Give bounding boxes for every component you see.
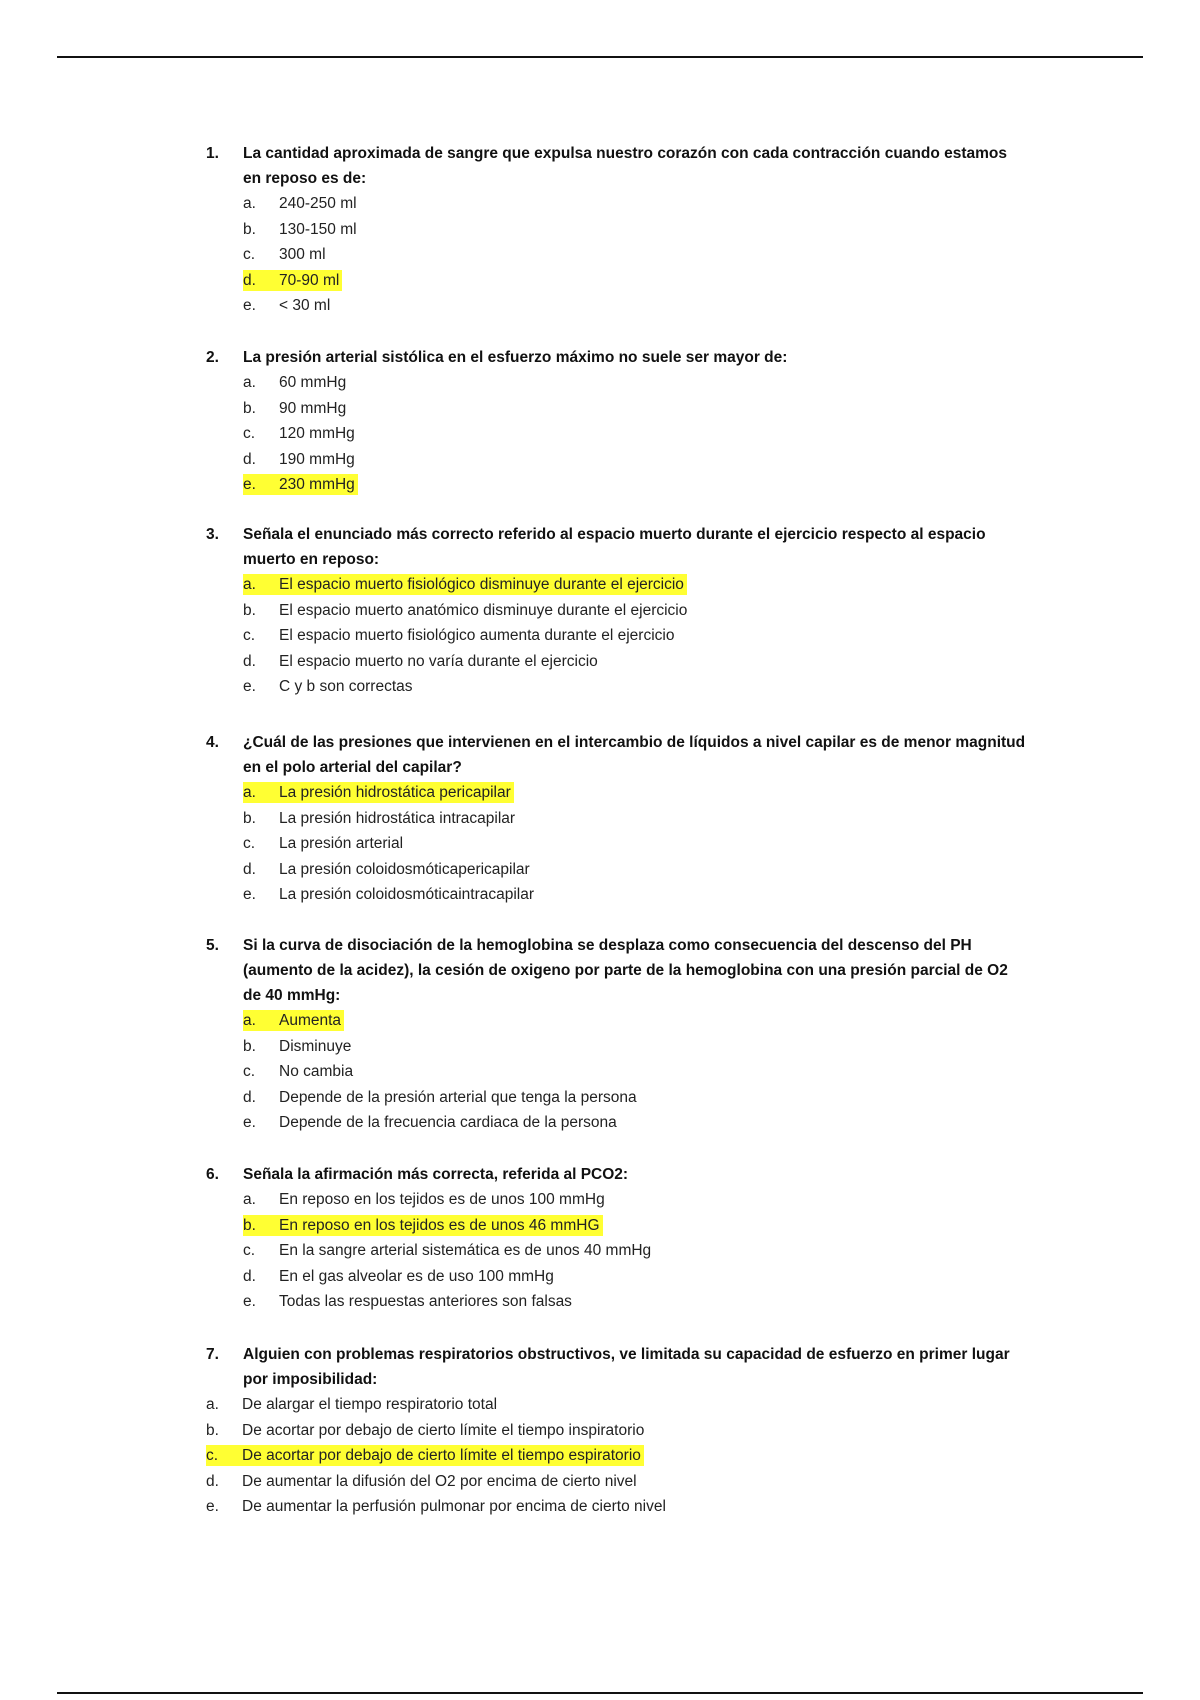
option-letter: d. [243, 450, 256, 468]
question-2 [206, 345, 1026, 498]
option-letter: a. [243, 1191, 256, 1208]
option-letter: d. [243, 1267, 256, 1285]
option-letter: c. [243, 835, 256, 852]
option-text: En la sangre arterial sistemática es de unos 40 mmHg [279, 1242, 652, 1259]
option-letter: a. [243, 576, 256, 593]
option-text: Depende de la presión arterial que tenga la persona [279, 1088, 637, 1106]
option-letter: a. [243, 374, 256, 391]
option-letter: d. [243, 860, 256, 878]
option-a[interactable] [206, 370, 1026, 396]
question-5 [206, 933, 1026, 1136]
question-6 [206, 1162, 1026, 1315]
option-letter: a. [206, 1396, 219, 1413]
option-letter: b. [243, 1216, 256, 1234]
option-letter: c. [243, 1063, 256, 1080]
option-list [206, 370, 1026, 498]
question-number: 4. [206, 734, 219, 751]
option-text: No cambia [279, 1063, 354, 1080]
option-list [206, 191, 1026, 319]
option-b[interactable] [206, 217, 1026, 243]
option-text: Depende de la frecuencia cardiaca de la persona [279, 1114, 617, 1131]
option-list [206, 1187, 1026, 1315]
question-number: 5. [206, 937, 219, 954]
option-text: El espacio muerto fisiológico disminuye durante el ejercicio [279, 576, 684, 593]
option-d[interactable] [206, 1469, 1026, 1495]
option-text: La presión coloidosmóticapericapilar [279, 860, 530, 878]
option-b[interactable] [206, 1418, 1026, 1444]
option-letter: a. [243, 784, 256, 801]
option-letter: e. [243, 297, 256, 314]
question-text: Señala el enunciado más correcto referido al espacio muerto durante el ejercicio respecto al espacio muerto en reposo: [243, 526, 986, 568]
question-number: 1. [206, 145, 219, 162]
option-letter: b. [243, 220, 256, 238]
option-text: La presión arterial [279, 835, 404, 852]
option-text: La presión hidrostática pericapilar [279, 784, 511, 801]
option-a[interactable] [206, 572, 1026, 598]
option-text: 300 ml [279, 246, 326, 263]
option-text: En el gas alveolar es de uso 100 mmHg [279, 1267, 554, 1285]
option-letter: b. [206, 1421, 219, 1439]
option-c[interactable] [206, 831, 1026, 857]
option-letter: e. [243, 476, 256, 493]
question-stem [206, 141, 1026, 191]
option-list [206, 1392, 1026, 1520]
option-b[interactable] [206, 396, 1026, 422]
option-d[interactable] [206, 857, 1026, 883]
option-e[interactable] [206, 882, 1026, 908]
option-letter: d. [243, 652, 256, 670]
option-text: La presión coloidosmóticaintracapilar [279, 886, 535, 903]
option-e[interactable] [206, 1494, 1026, 1520]
option-letter: c. [206, 1447, 219, 1464]
question-stem [206, 522, 1026, 572]
option-text: 90 mmHg [279, 399, 347, 417]
option-c[interactable] [206, 242, 1026, 268]
option-letter: b. [243, 399, 256, 417]
option-letter: a. [243, 1012, 256, 1029]
question-1 [206, 141, 1026, 319]
option-text: 130-150 ml [279, 220, 357, 238]
option-text: Disminuye [279, 1037, 352, 1055]
option-b[interactable] [206, 598, 1026, 624]
option-d[interactable] [206, 447, 1026, 473]
option-list [206, 572, 1026, 700]
question-number: 7. [206, 1346, 219, 1363]
option-letter: e. [243, 1293, 256, 1310]
option-text: 120 mmHg [279, 425, 355, 442]
option-a[interactable] [206, 1008, 1026, 1034]
option-letter: d. [243, 1088, 256, 1106]
option-c[interactable] [206, 1059, 1026, 1085]
option-letter: c. [243, 1242, 256, 1259]
option-letter: e. [206, 1498, 219, 1515]
question-text: La cantidad aproximada de sangre que expulsa nuestro corazón con cada contracción cuando estamos en reposo es de: [243, 145, 1008, 187]
option-b[interactable] [206, 1034, 1026, 1060]
option-text: En reposo en los tejidos es de unos 46 mmHG [279, 1216, 600, 1234]
option-d[interactable] [206, 1264, 1026, 1290]
option-text: El espacio muerto anatómico disminuye durante el ejercicio [279, 601, 688, 619]
option-a[interactable] [206, 780, 1026, 806]
option-letter: e. [243, 678, 256, 695]
question-stem [206, 1342, 1026, 1392]
option-text: 190 mmHg [279, 450, 355, 468]
question-text: La presión arterial sistólica en el esfuerzo máximo no suele ser mayor de: [243, 349, 788, 366]
option-b[interactable] [206, 1213, 1026, 1239]
option-a[interactable] [206, 1187, 1026, 1213]
option-text: De alargar el tiempo respiratorio total [242, 1396, 498, 1413]
option-text: Aumenta [279, 1012, 342, 1029]
question-7 [206, 1342, 1026, 1520]
option-e[interactable] [206, 472, 1026, 498]
option-letter: c. [243, 627, 256, 644]
option-e[interactable] [206, 293, 1026, 319]
option-letter: b. [243, 809, 256, 827]
option-letter: c. [243, 425, 256, 442]
option-text: De aumentar la difusión del O2 por encima de cierto nivel [242, 1472, 637, 1490]
option-letter: c. [243, 246, 256, 263]
option-list [206, 780, 1026, 908]
option-text: C y b son correctas [279, 678, 413, 695]
option-e[interactable] [206, 674, 1026, 700]
option-c[interactable] [206, 1443, 1026, 1469]
question-4 [206, 730, 1026, 908]
option-text: La presión hidrostática intracapilar [279, 809, 516, 827]
question-3 [206, 522, 1026, 700]
question-text: Señala la afirmación más correcta, referida al PCO2: [243, 1166, 629, 1183]
option-text: De acortar por debajo de cierto límite el tiempo inspiratorio [242, 1421, 645, 1439]
option-letter: e. [243, 886, 256, 903]
option-text: En reposo en los tejidos es de unos 100 mmHg [279, 1191, 605, 1208]
option-c[interactable] [206, 623, 1026, 649]
question-stem [206, 730, 1026, 780]
option-text: 60 mmHg [279, 374, 347, 391]
option-a[interactable] [206, 191, 1026, 217]
option-text: < 30 ml [279, 297, 331, 314]
option-letter: b. [243, 601, 256, 619]
question-stem [206, 1162, 1026, 1187]
option-text: 230 mmHg [279, 476, 355, 493]
question-stem [206, 933, 1026, 1008]
question-text: ¿Cuál de las presiones que intervienen en el intercambio de líquidos a nivel capilar es de menor magnitud en el polo arterial del capilar? [243, 734, 1026, 776]
question-stem [206, 345, 1026, 370]
question-number: 2. [206, 349, 219, 366]
option-letter: a. [243, 195, 256, 212]
option-text: 70-90 ml [279, 271, 340, 289]
option-letter: d. [206, 1472, 219, 1490]
option-d[interactable] [206, 1085, 1026, 1111]
option-e[interactable] [206, 1110, 1026, 1136]
option-letter: e. [243, 1114, 256, 1131]
option-c[interactable] [206, 421, 1026, 447]
option-letter: b. [243, 1037, 256, 1055]
option-list [206, 1008, 1026, 1136]
option-d[interactable] [206, 268, 1026, 294]
option-letter: d. [243, 271, 256, 289]
option-text: De aumentar la perfusión pulmonar por encima de cierto nivel [242, 1498, 666, 1515]
option-text: Todas las respuestas anteriores son falsas [279, 1293, 572, 1310]
bottom-rule [57, 1692, 1143, 1694]
option-a[interactable] [206, 1392, 1026, 1418]
option-text: El espacio muerto no varía durante el ejercicio [279, 652, 598, 670]
option-text: 240-250 ml [279, 195, 357, 212]
option-b[interactable] [206, 806, 1026, 832]
question-number: 6. [206, 1166, 219, 1183]
option-d[interactable] [206, 649, 1026, 675]
option-text: El espacio muerto fisiológico aumenta durante el ejercicio [279, 627, 675, 644]
question-text: Alguien con problemas respiratorios obstructivos, ve limitada su capacidad de esfuerzo en primer lugar por imposibilidad: [243, 1346, 1010, 1388]
question-number: 3. [206, 526, 219, 543]
option-e[interactable] [206, 1289, 1026, 1315]
option-c[interactable] [206, 1238, 1026, 1264]
option-text: De acortar por debajo de cierto límite el tiempo espiratorio [242, 1447, 641, 1464]
question-text: Si la curva de disociación de la hemoglobina se desplaza como consecuencia del descenso del PH (aumento de la acidez), la cesión de oxigeno por parte de la hemoglobina con una presión parcial de O2 de 40 mmHg: [243, 937, 1008, 1004]
